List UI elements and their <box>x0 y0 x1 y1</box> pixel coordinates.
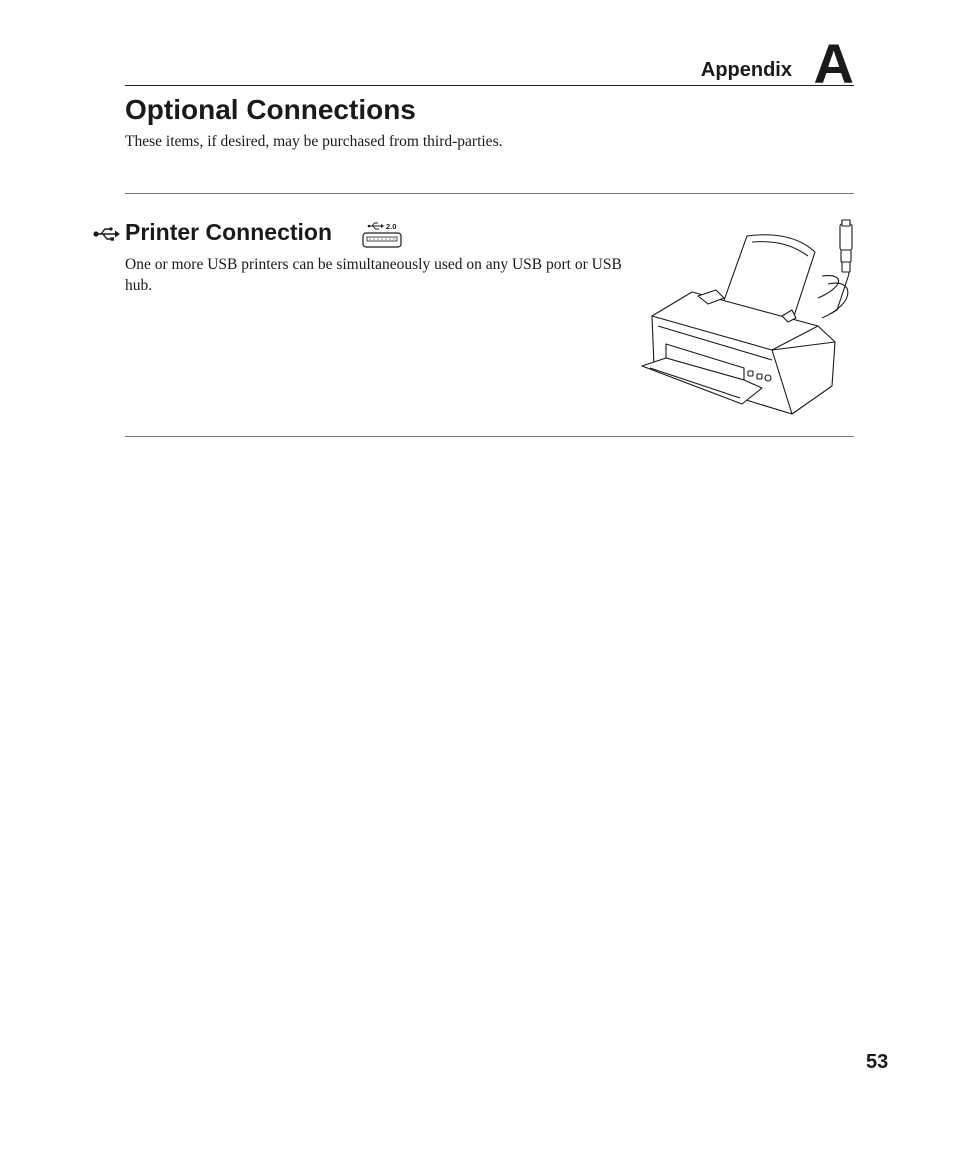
section-title: Printer Connection <box>125 219 333 245</box>
intro-text: These items, if desired, may be purchased from third-parties. <box>125 133 503 150</box>
usb-symbol-icon <box>93 226 121 242</box>
page-number: 53 <box>866 1051 889 1073</box>
page-title: Optional Connections <box>125 94 416 125</box>
section-divider-bottom <box>125 436 854 437</box>
appendix-label: Appendix <box>700 59 792 81</box>
printer-illustration <box>632 218 857 418</box>
section-body-text: One or more USB printers can be simultaneously used on any USB port or USB hub. <box>125 256 622 294</box>
section-divider-top <box>125 193 854 194</box>
usb-port-icon <box>360 220 404 250</box>
appendix-letter: A <box>813 32 854 95</box>
usb-version-badge: 2.0 <box>386 222 397 231</box>
page-header <box>125 30 854 95</box>
